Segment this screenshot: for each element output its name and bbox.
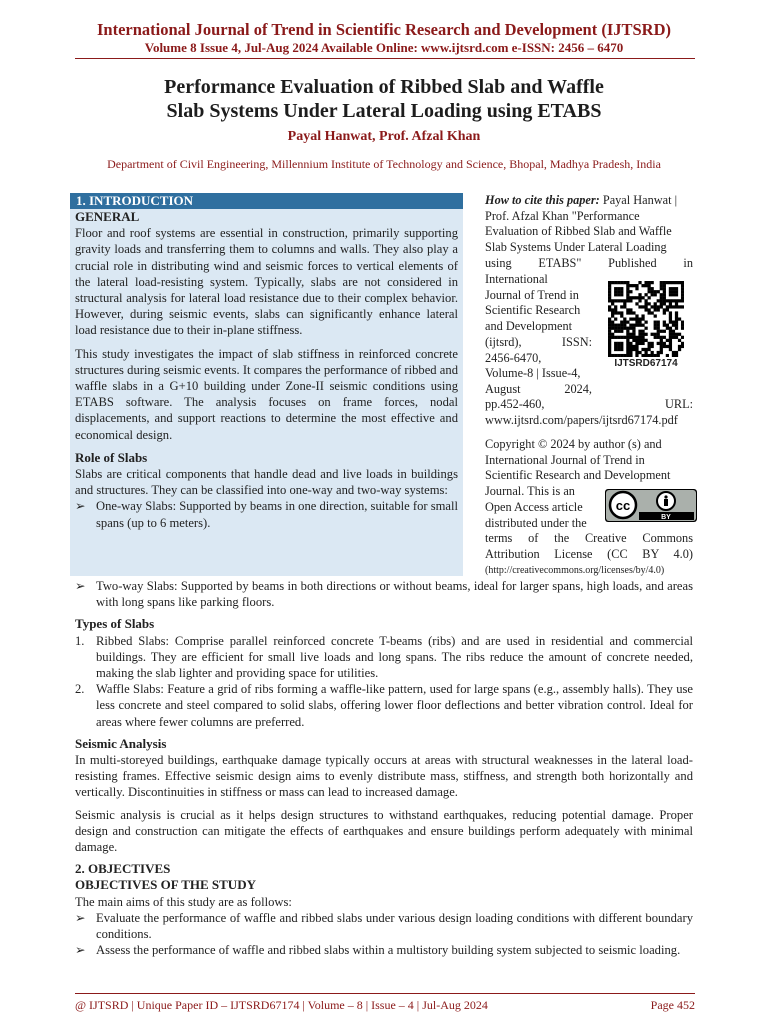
- list-number: 1.: [75, 633, 85, 648]
- copyright-line: terms of the Creative Commons: [485, 531, 693, 546]
- seismic-paragraph-1: In multi-storeyed buildings, earthquake damage typically occurs at areas with structural weaknesses in the lateral load-resisting frames. Effective seismic design aims to evenly distribute mass, stiffness, and strength both horizontally and vertically. Discontinuities in stiffness or mass can lead to increased damage.: [75, 753, 693, 800]
- arrow-bullet-icon: ➢: [75, 943, 86, 958]
- objectives-intro: The main aims of this study are as follows:: [75, 894, 292, 909]
- cite-line: Slab Systems Under Lateral Loading: [485, 240, 667, 255]
- cite-detail: Volume-8 | Issue-4,: [485, 366, 581, 381]
- cite-detail: (ijtsrd), ISSN:: [485, 334, 592, 349]
- copyright-line: Open Access article: [485, 499, 583, 514]
- cite-detail: and Development: [485, 319, 573, 334]
- objectives-heading: 2. OBJECTIVES: [75, 861, 171, 877]
- list-item: [75, 681, 693, 730]
- footer-divider: [75, 993, 695, 994]
- cc-badge-text: BY: [661, 514, 671, 521]
- objectives-subheading: OBJECTIVES OF THE STUDY: [75, 877, 256, 893]
- objective-text: Assess the performance of waffle and ribbed slabs within a multistory building system subjected to seismic loading.: [96, 943, 681, 958]
- objective-item: [75, 910, 693, 942]
- intro-column: [75, 209, 458, 531]
- bullet-text: Two-way Slabs: Supported by beams in both directions or without beams, ideal for larger spans, high loads, and areas with long spans like parking floors.: [96, 579, 693, 610]
- list-text: Waffle Slabs: Feature a grid of ribs forming a waffle-like pattern, used for large spans (e.g., assembly halls). They use less concrete and steel compared to solid slabs, offering lower floor deflections and better vibration control. Ideal for areas where fewer columns are preferred.: [96, 682, 693, 729]
- qr-code-icon: [608, 281, 684, 357]
- bullet-text: One-way Slabs: Supported by beams in one direction, suitable for small spans (up to 6 meters).: [96, 499, 458, 530]
- cite-line: Evaluation of Ribbed Slab and Waffle: [485, 224, 672, 239]
- list-text: Ribbed Slabs: Comprise parallel reinforced concrete T-beams (ribs) and are used in residential and commercial buildings. They are efficient for small live loads and long spans. The ribs reduce the amount of concrete needed, making the slab lighter and providing space for utilities.: [96, 633, 693, 681]
- objective-item: [75, 942, 693, 958]
- types-heading: Types of Slabs: [75, 616, 155, 632]
- copyright-line: International Journal of Trend in: [485, 452, 645, 467]
- citation-url-block: [485, 397, 693, 428]
- cite-detail: August 2024,: [485, 381, 592, 396]
- cite-line: using ETABS" Published in: [485, 255, 693, 270]
- cite-detail: pp.452-460, URL:: [485, 397, 693, 411]
- qr-label: IJTSRD67174: [614, 358, 678, 369]
- cite-detail: 2456-6470,: [485, 350, 542, 365]
- title-line-2: Slab Systems Under Lateral Loading using ETABS: [166, 100, 602, 122]
- license-url[interactable]: (http://creativecommons.org/licenses/by/4.0): [485, 564, 665, 576]
- cite-url[interactable]: www.ijtsrd.com/papers/ijtsrd67174.pdf: [485, 412, 678, 427]
- copyright-line: Journal. This is an: [485, 484, 575, 499]
- copyright-line: Copyright © 2024 by author (s) and: [485, 437, 662, 451]
- authors: Payal Hanwat, Prof. Afzal Khan: [287, 129, 481, 144]
- cite-line: Payal Hanwat |: [602, 193, 678, 207]
- list-item: [75, 633, 693, 682]
- footer-info: @ IJTSRD | Unique Paper ID – IJTSRD67174 | Volume – 8 | Issue – 4 | Jul-Aug 2024: [75, 998, 488, 1012]
- footer: [75, 998, 695, 1013]
- svg-text:cc: cc: [615, 498, 631, 513]
- seismic-paragraph-2: Seismic analysis is crucial as it helps design structures to withstand earthquakes, reducing potential damage. Proper design and construction can mitigate the effects of earthquakes and ensure buildings perform adequately with minimal damage.: [75, 807, 693, 855]
- affiliation: Department of Civil Engineering, Millennium Institute of Technology and Science, Bhopal, Madhya Pradesh, India: [107, 157, 661, 171]
- header-divider: [75, 58, 695, 59]
- list-number: 2.: [75, 682, 85, 697]
- seismic-heading: Seismic Analysis: [75, 735, 167, 751]
- bullet-one-way: [75, 498, 458, 530]
- arrow-bullet-icon: ➢: [75, 910, 86, 925]
- arrow-bullet-icon: ➢: [75, 579, 86, 593]
- journal-title: International Journal of Trend in Scientific Research and Development (IJTSRD): [97, 20, 671, 39]
- bullet-two-way: [75, 578, 693, 610]
- intro-paragraph-2: This study investigates the impact of slab stiffness in reinforced concrete structures during seismic events. It compares the performance of ribbed and waffle slabs in a G+10 building under Zone-II seismic conditions using ETABS software. The analysis focuses on frame forces, nodal displacements, and support reactions to determine the most effective and economical design.: [75, 346, 458, 442]
- main-body: [75, 578, 693, 958]
- arrow-bullet-icon: ➢: [75, 499, 86, 514]
- copyright-line: Attribution License (CC BY 4.0): [485, 546, 693, 561]
- paper-title: [80, 75, 688, 123]
- copyright-line: Scientific Research and Development: [485, 468, 671, 483]
- cite-detail: Journal of Trend in: [485, 287, 579, 302]
- objective-text: Evaluate the performance of waffle and ribbed slabs under various design loading conditions with different boundary conditions.: [96, 910, 693, 942]
- citation-block: [485, 193, 693, 272]
- title-line-1: Performance Evaluation of Ribbed Slab and Waffle: [164, 76, 604, 98]
- cite-detail: International: [485, 272, 548, 286]
- cite-label: How to cite this paper:: [485, 193, 600, 207]
- page-number: Page 452: [650, 998, 695, 1012]
- role-text: Slabs are critical components that handle dead and live loads in buildings and structures. They can be classified into one-way and two-way systems:: [75, 467, 458, 498]
- citation-details: [485, 272, 592, 398]
- cite-line: Prof. Afzal Khan "Performance: [485, 208, 640, 223]
- intro-paragraph-1: Floor and roof systems are essential in construction, primarily supporting gravity loads and transferring them to columns and walls. They also play a crucial role in distributing wind and seismic forces to vertical elements of the lateral load-resisting system. Typically, slabs are not considered in structural analysis for lateral load resistance due to their complex behavior. However, during seismic events, slabs can significantly enhance lateral load resistance due to their in-plane stiffness.: [75, 226, 458, 338]
- intro-heading: 1. INTRODUCTION: [70, 193, 463, 209]
- cite-detail: Scientific Research: [485, 303, 581, 318]
- general-heading: GENERAL: [75, 209, 140, 224]
- role-heading: Role of Slabs: [75, 449, 148, 465]
- cc-by-license-icon: [605, 489, 697, 522]
- issue-line: Volume 8 Issue 4, Jul-Aug 2024 Available Online: www.ijtsrd.com e-ISSN: 2456 – 6470: [144, 40, 624, 55]
- copyright-line: distributed under the: [485, 515, 587, 530]
